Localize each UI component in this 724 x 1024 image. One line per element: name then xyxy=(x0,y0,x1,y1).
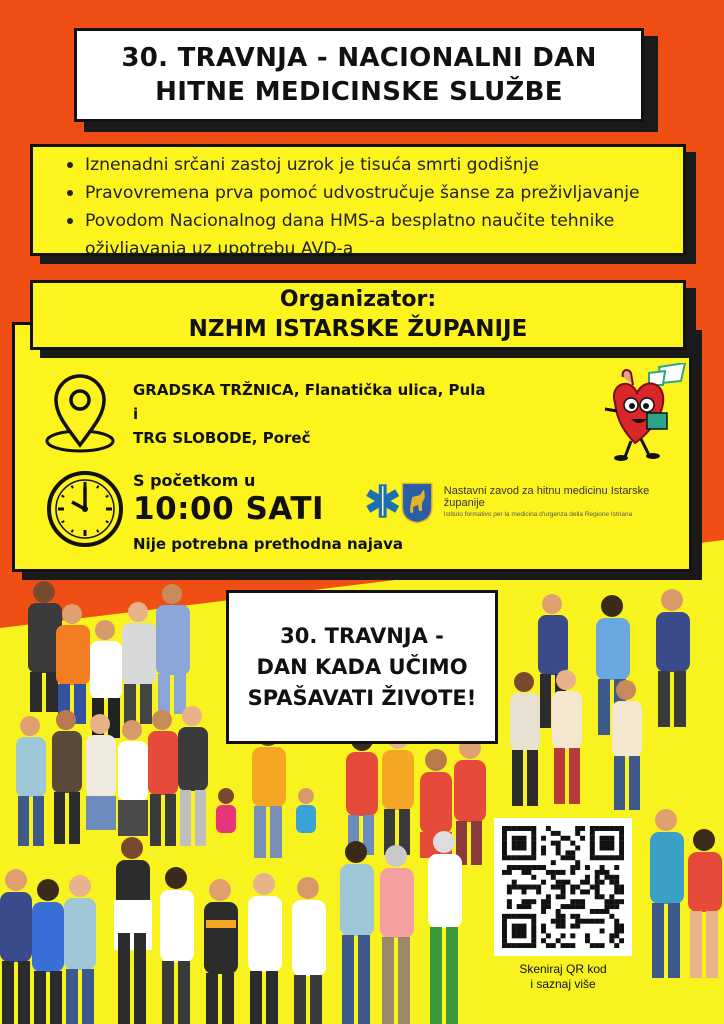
bullet-item: Iznenadni srčani zastoj uzrok je tisuća smrti godišnje xyxy=(61,151,675,179)
people-right-top xyxy=(510,589,690,810)
location-conjunction: i xyxy=(133,405,139,423)
bullet-item: Povodom Nacionalnog dana HMS-a besplatno naučite tehnike oživljavanja uz upotrebu AVD-a xyxy=(61,207,675,263)
slogan-text: 30. TRAVNJA - DAN KADA UČIMO SPAŠAVATI ŽIVOTE! xyxy=(247,623,477,710)
institute-name: Nastavni zavod za hitnu medicinu Istarske županije xyxy=(443,484,650,509)
start-label: S početkom u xyxy=(133,471,256,490)
qr-code-icon[interactable] xyxy=(502,826,624,948)
no-registration-note: Nije potrebna prethodna najava xyxy=(133,535,403,553)
people-bottom-mid xyxy=(340,831,462,1024)
start-hour: 10:00 SATI xyxy=(133,491,325,527)
qr-code-box[interactable] xyxy=(494,818,632,956)
people-bottom-right xyxy=(650,809,722,978)
qr-caption: Skeniraj QR kod i saznaj više xyxy=(519,962,607,991)
organizer-label: Organizator: xyxy=(279,287,437,312)
organizer-name: NZHM ISTARSKE ŽUPANIJE xyxy=(188,316,528,342)
location-porec: TRG SLOBODE, Poreč xyxy=(133,429,311,447)
institute-name-it: Istituto formativo per la medicina d'urgenza della Regione Istriana xyxy=(443,510,633,518)
people-bottom-left xyxy=(0,837,326,1024)
location-pula: GRADSKA TRŽNICA, Flanatička ulica, Pula xyxy=(133,381,486,399)
page-title: 30. TRAVNJA - NACIONALNI DAN HITNE MEDICINSKE SLUŽBE xyxy=(121,43,597,107)
bullet-item: Pravovremena prva pomoć udvostručuje šanse za preživljavanje xyxy=(61,179,675,207)
slogan-box xyxy=(226,590,498,744)
